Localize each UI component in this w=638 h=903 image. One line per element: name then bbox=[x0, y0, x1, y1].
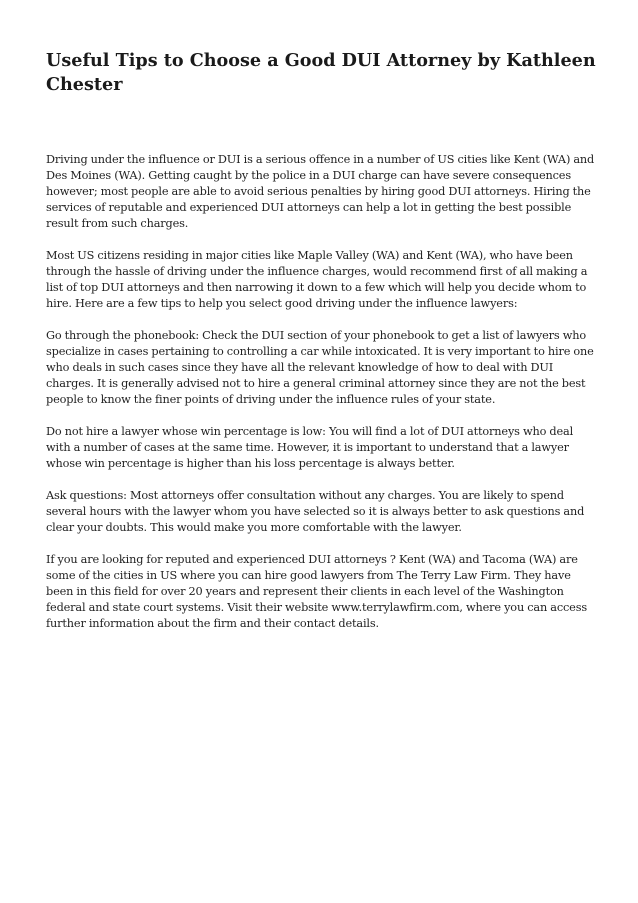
paragraph-ask-questions-tip: Ask questions: Most attorneys offer consultation without any charges. You are likely to spend several hours with the lawyer whom you have selected so it is always better to ask questions and clear your doubts. This would make you more comfortable with the lawyer. bbox=[46, 489, 585, 534]
paragraph-make-list: Most US citizens residing in major cities like Maple Valley (WA) and Kent (WA), who have been through the hassle of driving under the influence charges, would recommend first of all making a list of top DUI attorneys and then narrowing it down to a few which will help you decide whom to hire. Here are a few tips to help you select good driving under the influence lawyers: bbox=[46, 249, 588, 310]
document-title: Useful Tips to Choose a Good DUI Attorney by Kathleen Chester bbox=[46, 50, 596, 95]
document-body bbox=[46, 152, 598, 648]
paragraph-intro: Driving under the influence or DUI is a serious offence in a number of US cities like Kent (WA) and Des Moines (WA). Getting caught by the police in a DUI charge can have severe consequences however; most people are able to avoid serious penalties by hiring good DUI attorneys. Hiring the services of reputable and experienced DUI attorneys can help a lot in getting the best possible result from such charges. bbox=[46, 153, 595, 230]
paragraph-conclusion: If you are looking for reputed and experienced DUI attorneys ? Kent (WA) and Tacoma (WA) are some of the cities in US where you can hire good lawyers from The Terry Law Firm. They have been in this field for over 20 years and represent their clients in each level of the Washington federal and state court systems. Visit their website www.terrylawfirm.com, where you can access further information about the firm and their contact details. bbox=[46, 553, 588, 630]
paragraph-win-percentage-tip: Do not hire a lawyer whose win percentage is low: You will find a lot of DUI attorneys who deal with a number of cases at the same time. However, it is important to understand that a lawyer whose win percentage is higher than his loss percentage is always better. bbox=[46, 425, 574, 470]
paragraph-phonebook-tip: Go through the phonebook: Check the DUI section of your phonebook to get a list of lawyers who specialize in cases pertaining to controlling a car while intoxicated. It is very important to hire one who deals in such cases since they have all the relevant knowledge of how to deal with DUI charges. It is generally advised not to hire a general criminal attorney since they are not the best people to know the finer points of driving under the influence rules of your state. bbox=[46, 329, 594, 406]
